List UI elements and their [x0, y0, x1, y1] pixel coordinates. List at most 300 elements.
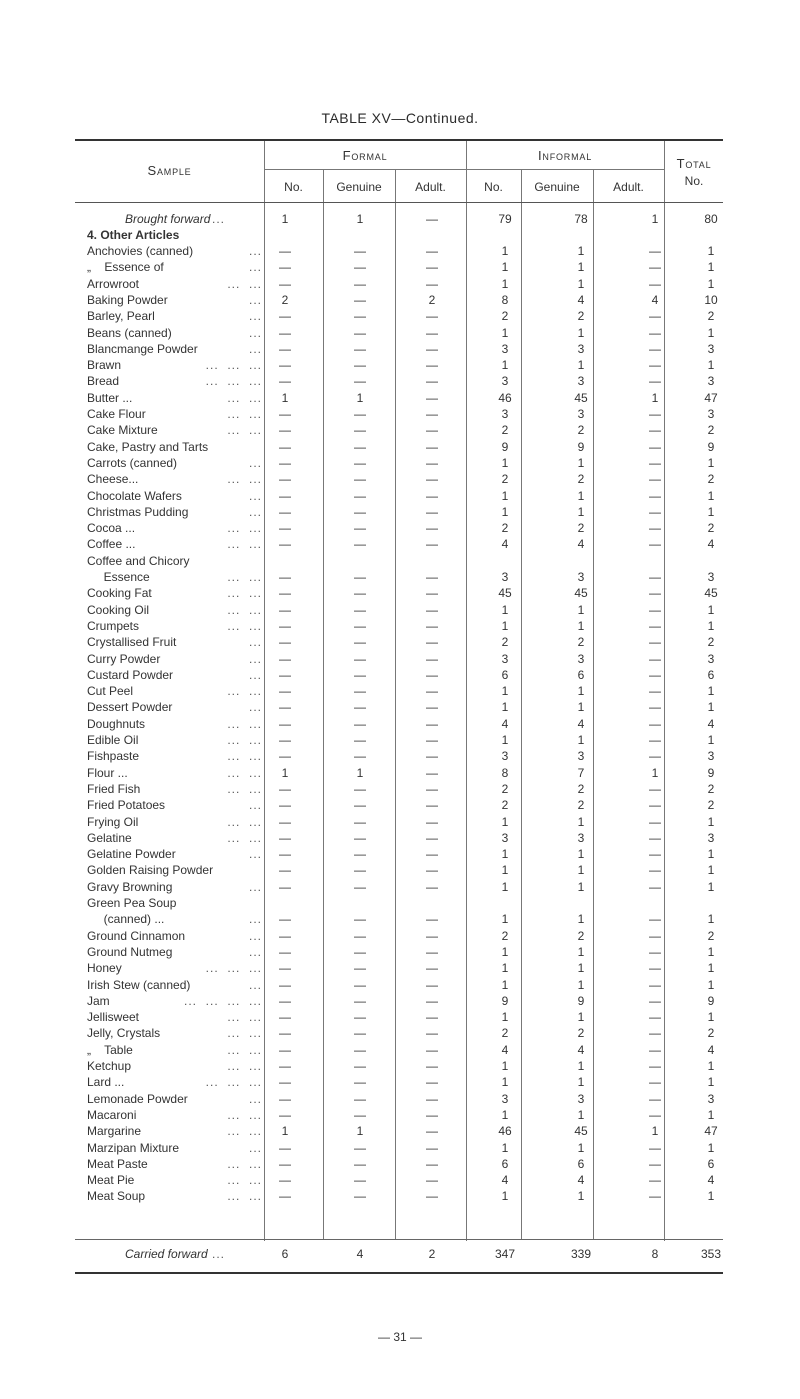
row-leader-dots: ...: [248, 1091, 262, 1106]
table-row: [75, 830, 725, 846]
cell: 1: [707, 260, 715, 275]
cell: 2: [428, 292, 436, 307]
cell: —: [279, 716, 291, 731]
table-row: [75, 520, 725, 536]
row-label: Crystallised Fruit: [87, 635, 177, 650]
cell: —: [426, 521, 438, 536]
cell: —: [649, 667, 661, 682]
row-label: Ketchup: [87, 1059, 132, 1073]
cell: —: [426, 358, 438, 373]
row-leader-dots: ... ...: [227, 830, 262, 845]
cell: 1: [707, 733, 715, 747]
cell: 1: [707, 863, 715, 878]
row-label: Barley, Pearl: [87, 309, 155, 324]
table-row: [75, 1042, 725, 1058]
cell: —: [426, 993, 438, 1008]
cell: 2: [428, 1247, 436, 1261]
row-leader-dots: ... ...: [227, 1042, 262, 1057]
cell: 2: [707, 472, 715, 487]
cell: —: [649, 358, 661, 373]
cell: 1: [281, 765, 289, 780]
row-leader-dots: ...: [248, 1140, 262, 1155]
cell: —: [354, 504, 366, 519]
cell: 3: [707, 651, 715, 666]
table-row: [75, 292, 725, 308]
row-leader-dots: ... ...: [227, 618, 262, 633]
cell: —: [649, 1173, 661, 1188]
cell: —: [426, 423, 438, 438]
brought-forward-label: Brought forward: [125, 212, 211, 226]
cell: —: [279, 944, 291, 959]
cell: —: [649, 798, 661, 813]
cell: —: [354, 700, 366, 715]
cell: 1: [707, 1075, 715, 1090]
cell: —: [426, 488, 438, 503]
cell: —: [354, 407, 366, 421]
table-row: [75, 618, 725, 634]
cell: —: [649, 260, 661, 275]
cell: —: [426, 928, 438, 943]
cell: 4: [356, 1247, 364, 1261]
cell: —: [354, 928, 366, 943]
cell: —: [354, 472, 366, 487]
cell: —: [354, 635, 366, 650]
page-title: TABLE XV—Continued.: [321, 110, 479, 126]
cell: 80: [704, 212, 718, 226]
table-row: [75, 439, 725, 455]
cell: —: [426, 781, 438, 796]
cell: 8: [501, 765, 509, 780]
cell: 1: [707, 912, 715, 927]
row-label: Blancmange Powder: [87, 341, 198, 356]
row-label: Butter ...: [87, 390, 133, 405]
cell: 1: [577, 488, 585, 503]
cell: —: [279, 455, 291, 470]
row-leader-dots: ...: [248, 798, 262, 813]
row-label: Cooking Fat: [87, 586, 152, 601]
row-label: Meat Soup: [87, 1189, 146, 1204]
cell: —: [354, 358, 366, 373]
cell: 1: [577, 814, 585, 829]
table-row: [75, 471, 725, 487]
row-leader-dots: ... ...: [227, 423, 262, 438]
cell: —: [426, 390, 438, 405]
row-label: Flour ...: [87, 765, 128, 780]
cell: 1: [281, 390, 289, 405]
table-row: [75, 536, 725, 552]
header-formal-genuine: Genuine: [336, 180, 382, 194]
table-row: [75, 308, 725, 324]
row-leader-dots: ... ...: [227, 716, 262, 731]
row-leader-dots: ... ...: [227, 765, 262, 780]
brought-forward-dots: ...: [212, 212, 226, 226]
cell: 46: [498, 390, 512, 405]
row-label: Fried Potatoes: [87, 798, 166, 813]
carried-forward-rule: [75, 1239, 723, 1240]
cell: 4: [501, 1042, 509, 1057]
table-bottom-rule: [75, 1272, 723, 1274]
header-informal-no: No.: [484, 180, 503, 194]
cell: —: [426, 602, 438, 617]
cell: —: [354, 292, 366, 307]
cell: —: [426, 455, 438, 470]
cell: 1: [501, 1107, 509, 1122]
cell: —: [426, 749, 438, 764]
table-row: [75, 797, 725, 813]
table-row: [75, 406, 725, 422]
table-row: [75, 699, 725, 715]
row-label: Cut Peel: [87, 684, 134, 699]
row-leader-dots: ... ...: [227, 1124, 262, 1139]
table-row: [75, 814, 725, 830]
row-leader-dots: ... ...: [227, 1010, 262, 1025]
cell: —: [426, 1026, 438, 1041]
table-row: [75, 1107, 725, 1123]
cell: —: [426, 977, 438, 992]
cell: —: [279, 1075, 291, 1090]
row-label: Ground Cinnamon: [87, 928, 186, 943]
cell: 1: [577, 358, 585, 373]
cell: 2: [501, 1026, 509, 1041]
cell: 1: [501, 912, 509, 927]
cell: 1: [577, 602, 585, 617]
row-label: Golden Raising Powder: [87, 863, 214, 878]
cell: 78: [574, 212, 588, 226]
row-leader-dots: ... ...: [227, 407, 262, 421]
cell: 1: [501, 504, 509, 519]
cell: —: [354, 1156, 366, 1171]
row-leader-dots: ... ... ... ...: [183, 993, 262, 1008]
cell: 1: [356, 390, 364, 405]
cell: —: [426, 1010, 438, 1025]
cell: 1: [707, 1010, 715, 1025]
cell: —: [649, 993, 661, 1008]
row-label: (canned) ...: [87, 912, 165, 927]
cell: —: [426, 667, 438, 682]
cell: 1: [501, 733, 509, 747]
row-leader-dots: ... ...: [227, 1156, 262, 1171]
cell: —: [354, 993, 366, 1008]
cell: 1: [707, 961, 715, 976]
table-row: [75, 259, 725, 275]
cell: 3: [501, 749, 509, 764]
row-label: Carrots (canned): [87, 455, 178, 470]
cell: —: [649, 341, 661, 356]
cell: 1: [501, 276, 509, 291]
cell: 45: [574, 586, 588, 601]
header-formal-adult: Adult.: [415, 180, 446, 194]
cell: 2: [501, 423, 509, 438]
cell: —: [279, 1156, 291, 1171]
cell: 1: [577, 260, 585, 275]
cell: —: [426, 1042, 438, 1057]
cell: 2: [577, 635, 585, 650]
cell: —: [279, 618, 291, 633]
cell: —: [354, 455, 366, 470]
cell: —: [649, 472, 661, 487]
row-label: Crumpets: [87, 618, 140, 633]
table-row: [75, 781, 725, 797]
row-label: Curry Powder: [87, 651, 161, 666]
row-label: Coffee ...: [87, 537, 136, 552]
cell: 2: [281, 292, 289, 307]
cell: 1: [577, 944, 585, 959]
cell: 2: [707, 521, 715, 536]
cell: 79: [498, 212, 512, 226]
row-leader-dots: ...: [248, 260, 262, 275]
cell: —: [649, 423, 661, 438]
row-label: Irish Stew (canned): [87, 977, 191, 992]
cell: 3: [501, 407, 509, 421]
cell: 1: [577, 618, 585, 633]
cell: —: [649, 651, 661, 666]
cell: 1: [356, 765, 364, 780]
cell: 9: [577, 993, 585, 1008]
row-label: Gelatine Powder: [87, 847, 176, 862]
table-row: [75, 243, 725, 259]
row-label: Jellisweet: [87, 1010, 140, 1025]
cell: —: [279, 1026, 291, 1041]
cell: —: [354, 716, 366, 731]
cell: 45: [704, 586, 718, 601]
cell: 4: [707, 716, 715, 731]
cell: 3: [707, 570, 715, 584]
cell: —: [354, 586, 366, 601]
cell: —: [279, 1173, 291, 1188]
cell: —: [279, 961, 291, 976]
row-label: Chocolate Wafers: [87, 488, 182, 503]
cell: —: [649, 814, 661, 829]
row-label: Honey: [87, 961, 122, 976]
table-row: [75, 276, 725, 292]
cell: 1: [707, 488, 715, 503]
row-leader-dots: ...: [248, 651, 262, 666]
row-leader-dots: ... ...: [227, 570, 262, 584]
row-leader-dots: ... ...: [227, 781, 262, 796]
cell: —: [649, 879, 661, 894]
cell: —: [426, 407, 438, 421]
table-row: [75, 748, 725, 764]
cell: —: [354, 341, 366, 356]
cell: —: [426, 635, 438, 650]
table-row: [75, 357, 725, 373]
cell: 4: [707, 537, 715, 552]
table-row: [75, 634, 725, 650]
cell: 1: [501, 358, 509, 373]
cell: —: [279, 1042, 291, 1057]
cell: 45: [498, 586, 512, 601]
cell: —: [426, 830, 438, 845]
cell: 1: [501, 847, 509, 862]
cell: —: [426, 1189, 438, 1204]
cell: 10: [704, 292, 718, 307]
cell: —: [426, 1156, 438, 1171]
cell: —: [649, 830, 661, 845]
cell: —: [354, 781, 366, 796]
cell: 6: [577, 667, 585, 682]
cell: —: [279, 912, 291, 927]
table-row: [75, 716, 725, 732]
cell: —: [279, 863, 291, 878]
cell: —: [649, 488, 661, 503]
cell: —: [649, 961, 661, 976]
cell: —: [279, 341, 291, 356]
row-label: Fishpaste: [87, 749, 140, 764]
cell: —: [649, 1189, 661, 1204]
row-leader-dots: ...: [248, 928, 262, 943]
cell: 2: [577, 521, 585, 536]
cell: —: [649, 537, 661, 552]
cell: —: [279, 325, 291, 340]
cell: —: [279, 684, 291, 699]
cell: —: [354, 944, 366, 959]
cell: 9: [501, 993, 509, 1008]
cell: —: [279, 586, 291, 601]
cell: —: [426, 472, 438, 487]
cell: 1: [356, 1124, 364, 1139]
cell: —: [649, 977, 661, 992]
cell: 6: [707, 667, 715, 682]
cell: —: [426, 439, 438, 454]
cell: —: [354, 488, 366, 503]
table-row: [75, 977, 725, 993]
cell: —: [426, 651, 438, 666]
row-leader-dots: ...: [248, 700, 262, 715]
cell: —: [279, 1107, 291, 1122]
cell: —: [426, 504, 438, 519]
row-leader-dots: ... ...: [227, 1059, 262, 1073]
cell: —: [279, 847, 291, 862]
cell: —: [354, 374, 366, 389]
cell: —: [354, 537, 366, 552]
cell: 1: [577, 700, 585, 715]
table-row: [75, 683, 725, 699]
cell: —: [279, 309, 291, 324]
cell: —: [279, 488, 291, 503]
row-leader-dots: ... ...: [227, 814, 262, 829]
cell: 4: [501, 537, 509, 552]
cell: —: [649, 618, 661, 633]
cell: —: [354, 667, 366, 682]
row-label: Green Pea Soup: [87, 896, 177, 910]
cell: —: [426, 1091, 438, 1106]
cell: 9: [707, 765, 715, 780]
cell: 1: [501, 1010, 509, 1025]
cell: 2: [577, 423, 585, 438]
cell: —: [426, 879, 438, 894]
cell: 1: [707, 684, 715, 699]
row-leader-dots: ...: [248, 847, 262, 862]
table-row: [75, 765, 725, 781]
cell: 339: [570, 1247, 592, 1261]
cell: —: [426, 1075, 438, 1090]
cell: —: [426, 618, 438, 633]
row-label: Christmas Pudding: [87, 504, 189, 519]
carried-forward-row: [75, 1246, 725, 1262]
cell: 347: [494, 1247, 516, 1261]
cell: 2: [577, 472, 585, 487]
cell: —: [279, 1140, 291, 1155]
cell: 1: [501, 814, 509, 829]
cell: —: [279, 651, 291, 666]
cell: 3: [577, 570, 585, 584]
cell: 3: [707, 407, 715, 421]
cell: 1: [577, 1107, 585, 1122]
row-leader-dots: ...: [248, 977, 262, 992]
cell: 9: [577, 439, 585, 454]
cell: —: [279, 635, 291, 650]
row-label: Doughnuts: [87, 716, 146, 731]
cell: 1: [501, 325, 509, 340]
table-row: [75, 862, 725, 878]
cell: —: [426, 1140, 438, 1155]
table-row: [75, 341, 725, 357]
cell: 1: [501, 488, 509, 503]
cell: 1: [577, 1189, 585, 1204]
cell: —: [279, 830, 291, 845]
cell: —: [354, 439, 366, 454]
cell: —: [279, 570, 291, 584]
cell: —: [279, 504, 291, 519]
table-row: [75, 422, 725, 438]
header-informal-adult: Adult.: [613, 180, 644, 194]
table-row: [75, 1188, 725, 1204]
row-label: Lard ...: [87, 1075, 125, 1090]
cell: 1: [707, 602, 715, 617]
carried-forward-label: Carried forward: [125, 1247, 208, 1261]
row-label: Dessert Powder: [87, 700, 173, 715]
row-leader-dots: ...: [248, 488, 262, 503]
cell: —: [354, 1010, 366, 1025]
cell: 2: [707, 635, 715, 650]
cell: —: [426, 912, 438, 927]
row-leader-dots: ... ...: [227, 602, 262, 617]
row-label: Meat Pie: [87, 1173, 135, 1188]
row-label: Cheese...: [87, 472, 139, 487]
cell: 2: [577, 781, 585, 796]
row-label: Cake, Pastry and Tarts: [87, 439, 209, 454]
cell: 1: [281, 212, 289, 226]
cell: —: [649, 1075, 661, 1090]
cell: 3: [501, 570, 509, 584]
cell: 8: [501, 292, 509, 307]
table-row: [75, 879, 725, 895]
cell: —: [649, 244, 661, 258]
cell: 2: [501, 309, 509, 324]
cell: 1: [501, 1075, 509, 1090]
cell: —: [354, 618, 366, 633]
cell: —: [426, 537, 438, 552]
cell: —: [649, 635, 661, 650]
cell: 3: [501, 830, 509, 845]
cell: —: [649, 309, 661, 324]
row-leader-dots: ... ... ...: [205, 358, 262, 373]
cell: —: [354, 244, 366, 258]
cell: 2: [501, 521, 509, 536]
row-label: Macaroni: [87, 1107, 137, 1122]
cell: 8: [651, 1247, 659, 1261]
cell: —: [649, 1026, 661, 1041]
cell: —: [354, 814, 366, 829]
page-number: — 31 —: [377, 1330, 422, 1344]
cell: —: [649, 716, 661, 731]
row-leader-dots: ... ...: [227, 521, 262, 536]
cell: 4: [501, 716, 509, 731]
cell: 4: [577, 1042, 585, 1057]
table-row: [75, 1123, 725, 1139]
table-row: [75, 1140, 725, 1156]
cell: 1: [501, 618, 509, 633]
